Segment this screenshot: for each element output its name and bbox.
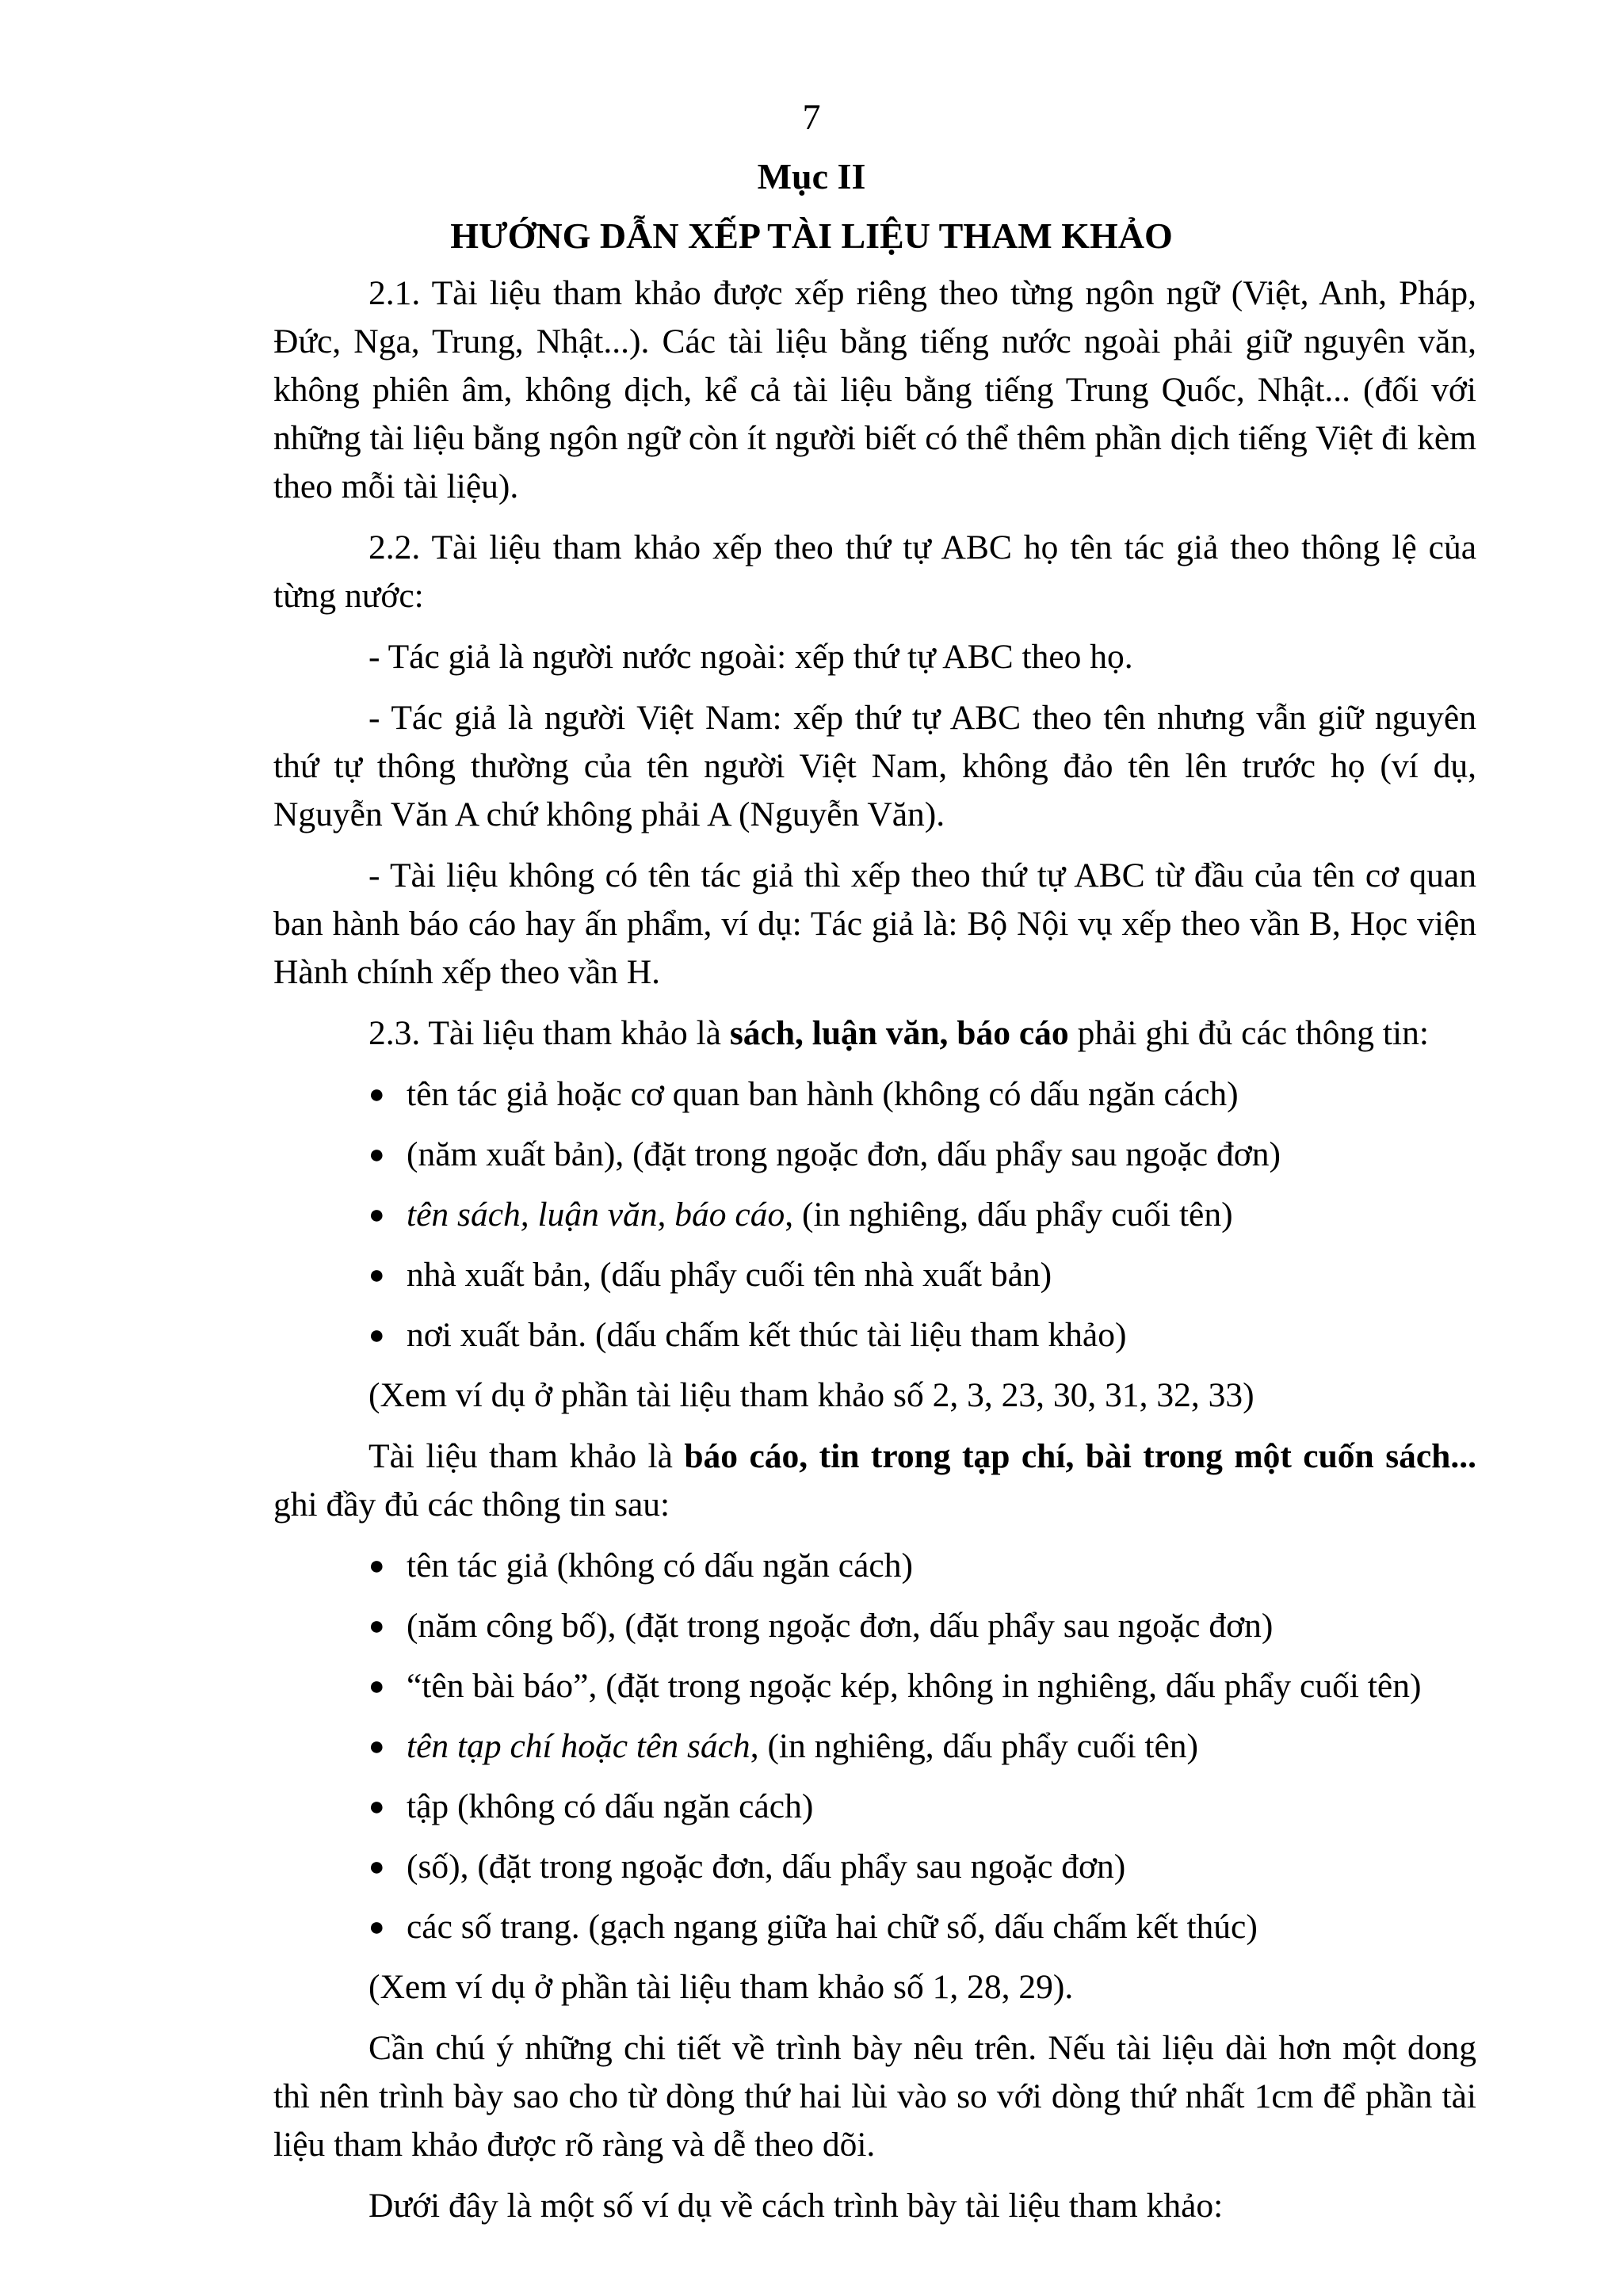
paragraph-2-2: 2.2. Tài liệu tham khảo xếp theo thứ tự ABC họ tên tác giả theo thông lệ của từng nước: — [273, 528, 1476, 615]
list-item-text: nơi xuất bản. (dấu chấm kết thúc tài liệu tham khảo) — [407, 1316, 1127, 1354]
bullet-icon: ● — [369, 1140, 385, 1169]
list-item — [369, 1662, 1476, 1711]
bullet-icon: ● — [369, 1852, 385, 1882]
list-item — [369, 1191, 1476, 1239]
paragraph-article — [273, 1432, 1476, 1529]
section-label: Mục II — [757, 156, 866, 196]
bullet-icon: ● — [369, 1672, 385, 1701]
article-example-note: (Xem ví dụ ở phần tài liệu tham khảo số 1, 28, 29). — [369, 1968, 1074, 2006]
list-item — [369, 1131, 1476, 1179]
list-item — [369, 1602, 1476, 1650]
paragraph-layout-note: Cần chú ý những chi tiết về trình bày nêu trên. Nếu tài liệu dài hơn một dong thì nên trình bày sao cho từ dòng thứ hai lùi vào so với dòng thứ nhất 1cm để phần tài liệu tham khảo được rõ ràng và dễ theo dõi. — [273, 2029, 1476, 2164]
paragraph-2-3-bold: sách, luận văn, báo cáo — [729, 1014, 1069, 1052]
page-number: 7 — [802, 97, 821, 137]
paragraph-examples-intro: Dưới đây là một số ví dụ về cách trình bày tài liệu tham khảo: — [369, 2187, 1224, 2225]
list-item-italic: tên sách, luận văn, báo cáo — [407, 1196, 785, 1234]
list-item — [369, 1542, 1476, 1590]
paragraph-2-3-prefix: 2.3. Tài liệu tham khảo là — [369, 1014, 730, 1052]
paragraph-2-3-suffix: phải ghi đủ các thông tin: — [1068, 1014, 1429, 1052]
book-bullet-list — [273, 1070, 1476, 1360]
list-item — [369, 1843, 1476, 1891]
paragraph-2-1: 2.1. Tài liệu tham khảo được xếp riêng theo từng ngôn ngữ (Việt, Anh, Pháp, Đức, Nga, Trung, Nhật...). Các tài liệu bằng tiếng nước ngoài phải giữ nguyên văn, không phiên âm, không dịch, kể cả tài liệu bằng tiếng Trung Quốc, Nhật... (đối với những tài liệu bằng ngôn ngữ còn ít người biết có thể thêm phần dịch tiếng Việt đi kèm theo mỗi tài liệu). — [273, 274, 1476, 505]
bullet-icon: ● — [369, 1321, 385, 1350]
rule-foreign-authors: - Tác giả là người nước ngoài: xếp thứ tự ABC theo họ. — [369, 638, 1133, 676]
bullet-icon: ● — [369, 1732, 385, 1761]
list-item-text: (năm xuất bản), (đặt trong ngoặc đơn, dấu phẩy sau ngoặc đơn) — [407, 1135, 1281, 1173]
list-item-text: nhà xuất bản, (dấu phẩy cuối tên nhà xuất bản) — [407, 1256, 1052, 1294]
paragraph-2-3 — [273, 1009, 1476, 1058]
list-item-italic: tên tạp chí hoặc tên sách — [407, 1727, 750, 1765]
list-item — [369, 1251, 1476, 1299]
list-item-text: , (in nghiêng, dấu phẩy cuối tên) — [750, 1727, 1199, 1765]
bullet-icon: ● — [369, 1261, 385, 1290]
list-item — [369, 1070, 1476, 1119]
document-body — [273, 269, 1476, 2243]
bullet-icon: ● — [369, 1200, 385, 1230]
list-item-text: , (in nghiêng, dấu phẩy cuối tên) — [785, 1196, 1233, 1234]
paragraph-article-prefix: Tài liệu tham khảo là — [369, 1437, 685, 1475]
list-item-text: “tên bài báo”, (đặt trong ngoặc kép, không in nghiêng, dấu phẩy cuối tên) — [407, 1667, 1422, 1705]
list-item — [369, 1311, 1476, 1360]
bullet-icon: ● — [369, 1792, 385, 1821]
bullet-icon: ● — [369, 1611, 385, 1641]
paragraph-article-bold: báo cáo, tin trong tạp chí, bài trong một cuốn sách... — [684, 1437, 1476, 1475]
bullet-icon: ● — [369, 1551, 385, 1581]
rule-no-author: - Tài liệu không có tên tác giả thì xếp theo thứ tự ABC từ đầu của tên cơ quan ban hành báo cáo hay ấn phẩm, ví dụ: Tác giả là: Bộ Nội vụ xếp theo vần B, Học viện Hành chính xếp theo vần H. — [273, 856, 1476, 991]
list-item — [369, 1722, 1476, 1771]
list-item-text: (số), (đặt trong ngoặc đơn, dấu phẩy sau ngoặc đơn) — [407, 1848, 1126, 1886]
rule-vietnamese-authors: - Tác giả là người Việt Nam: xếp thứ tự ABC theo tên nhưng vẫn giữ nguyên thứ tự thông thường của tên người Việt Nam, không đảo tên lên trước họ (ví dụ, Nguyễn Văn A chứ không phải A (Nguyễn Văn). — [273, 699, 1476, 833]
list-item-text: tên tác giả hoặc cơ quan ban hành (không có dấu ngăn cách) — [407, 1075, 1239, 1113]
book-example-note: (Xem ví dụ ở phần tài liệu tham khảo số 2, 3, 23, 30, 31, 32, 33) — [369, 1376, 1254, 1414]
list-item — [369, 1783, 1476, 1831]
list-item-text: (năm công bố), (đặt trong ngoặc đơn, dấu phẩy sau ngoặc đơn) — [407, 1607, 1274, 1645]
bullet-icon: ● — [369, 1080, 385, 1109]
list-item — [369, 1903, 1476, 1951]
section-title: HƯỚNG DẪN XẾP TÀI LIỆU THAM KHẢO — [450, 215, 1173, 256]
paragraph-article-suffix: ghi đầy đủ các thông tin sau: — [273, 1486, 670, 1524]
bullet-icon: ● — [369, 1913, 385, 1942]
article-bullet-list — [273, 1542, 1476, 1951]
list-item-text: tên tác giả (không có dấu ngăn cách) — [407, 1547, 913, 1585]
list-item-text: tập (không có dấu ngăn cách) — [407, 1787, 814, 1825]
list-item-text: các số trang. (gạch ngang giữa hai chữ số, dấu chấm kết thúc) — [407, 1908, 1258, 1946]
